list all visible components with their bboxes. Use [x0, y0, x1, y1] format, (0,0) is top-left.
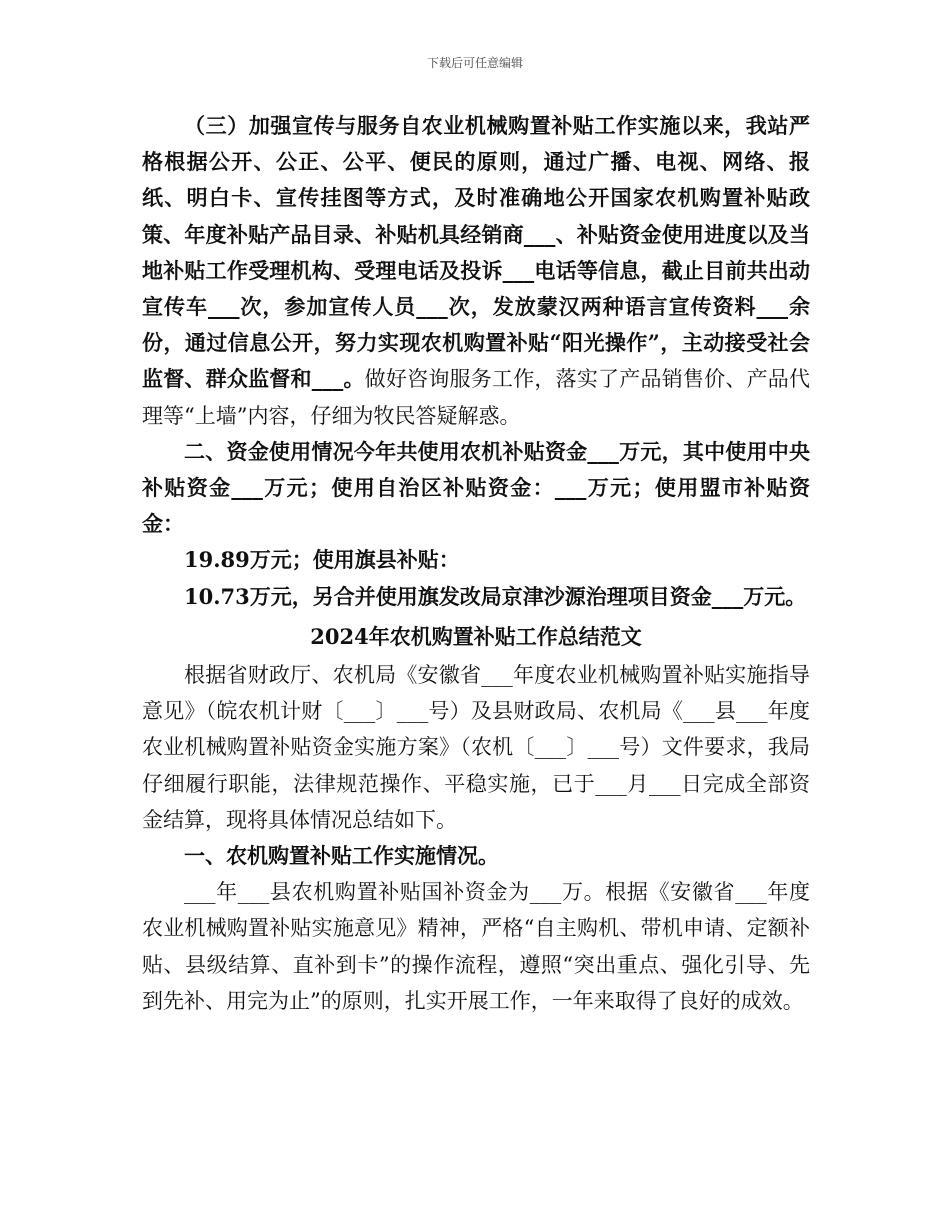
page-header: 下载后可任意编辑 [426, 56, 523, 70]
document-title: 2024年农机购置补贴工作总结范文 [310, 623, 642, 649]
publicity-paragraph [142, 108, 810, 434]
publicity-normal-text: 做好咨询服务工作，落实了产品销售价、产品代理等“上墙”内容，仔细为牧民答疑解惑。 [142, 367, 811, 428]
funds-line-2: 10.73万元，另合并使用旗发改局京津沙源治理项目资金___万元。 [184, 583, 807, 609]
publicity-bold-text: （三）加强宣传与服务自农业机械购置补贴工作实施以来，我站严格根据公开、公正、公平、便民的原则，通过广播、电视、网络、报纸、明白卡、宣传挂图等方式，及时准确地公开国家农机购置补贴政策、年度补贴产品目录、补贴机具经销商___、补贴资金使用进度以及当地补贴工作受理机构、受理电话及投诉___电话等信息，截止目前共出动宣传车___次，参加宣传人员___次，发放蒙汉两种语言宣传资料___余份，通过信息公开，努力实现农机购置补贴“阳光操作”，主动接受社会监督、群众监督和___。 [142, 113, 810, 392]
intro-paragraph: 根据省财政厅、农机局《安徽省___年度农业机械购置补贴实施指导意见》（皖农机计财〔___〕___号）及县财政局、农机局《___县___年度农业机械购置补贴资金实施方案》（农机〔___〕___号）文件要求，我局仔细履行职能，法律规范操作、平稳实施，已于___月___日完成全部资金结算，现将具体情况总结如下。 [142, 663, 810, 832]
funds-paragraph: 二、资金使用情况今年共使用农机补贴资金___万元，其中使用中央补贴资金___万元；使用自治区补贴资金：___万元；使用盟市补贴资金： [142, 438, 810, 537]
funds-line-1: 19.89万元；使用旗县补贴： [184, 547, 460, 573]
section-one-heading: 一、农机购置补贴工作实施情况。 [184, 843, 499, 869]
section-one-paragraph: ___年___县农机购置补贴国补资金为___万。根据《安徽省___年度农业机械购置补贴实施意见》精神，严格“自主购机、带机申请、定额补贴、县级结算、直补到卡”的操作流程，遵照“突出重点、强化引导、先到先补、用完为止”的原则，扎实开展工作，一年来取得了良好的成效。 [142, 880, 810, 1013]
document-body [142, 108, 810, 1019]
